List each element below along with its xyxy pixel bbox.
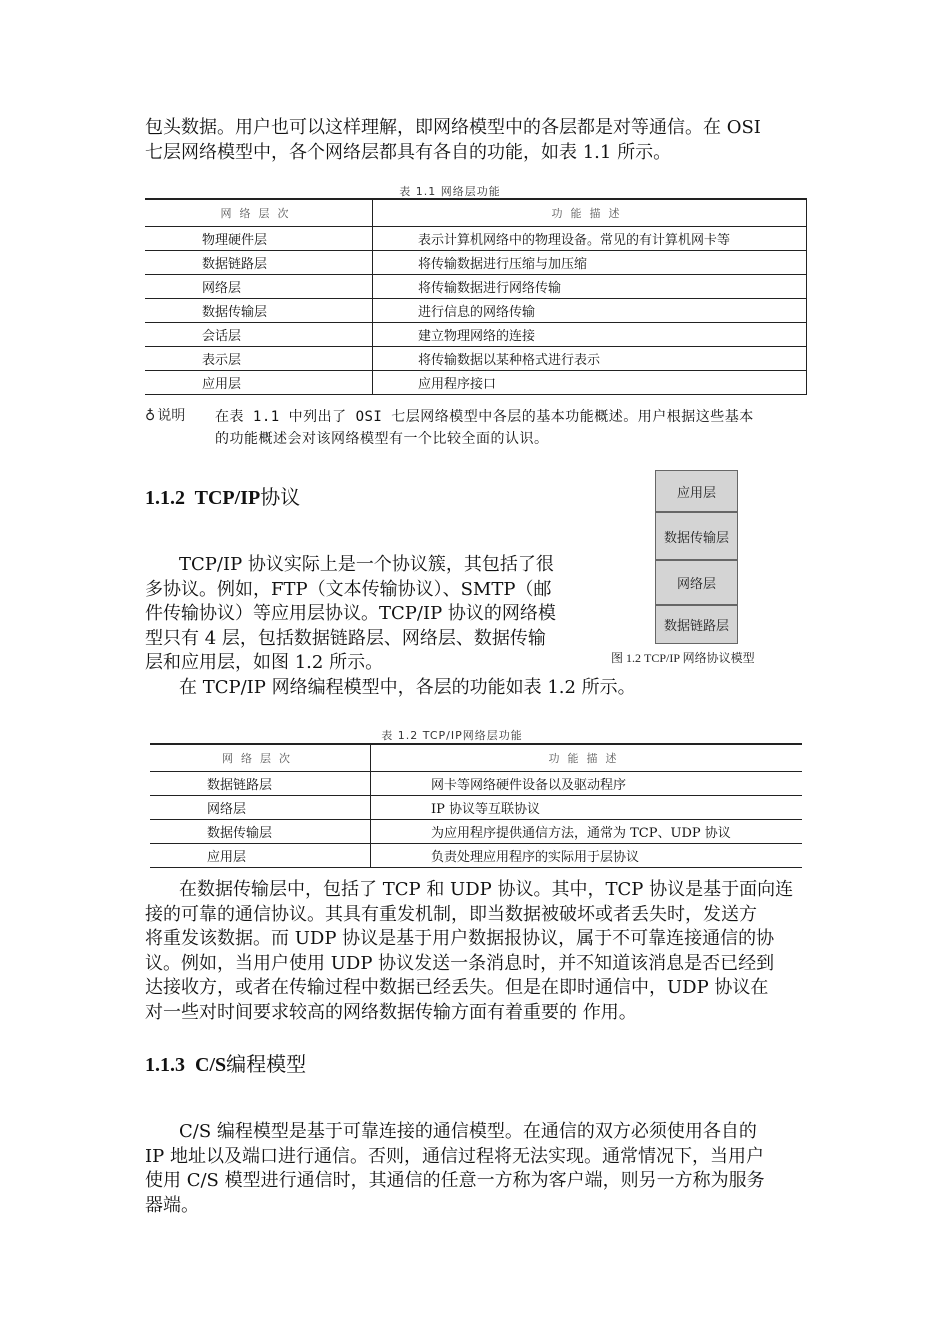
intro-line-1: 包头数据。用户也可以这样理解，即网络模型中的各层都是对等通信。在 OSI — [145, 117, 761, 138]
section-title-zh: 编程模型 — [226, 1054, 307, 1076]
cs-line-4: 器端。 — [145, 1194, 199, 1216]
figure-layer-transport: 数据传输层 — [655, 512, 738, 560]
table2-cell: 为应用程序提供通信方法，通常为 TCP、UDP 协议 — [371, 820, 803, 844]
note-marker — [145, 405, 185, 425]
note-line-2: 的功能概述会对该网络模型有一个比较全面的认识。 — [215, 431, 549, 447]
table2 — [150, 743, 802, 868]
udp-line-3: 将重发该数据。而 UDP 协议是基于用户数据报协议，属于不可靠连接通信的协 — [145, 928, 775, 949]
table2-cell: 网络层 — [150, 796, 371, 820]
table1-cell: 将传输数据以某种格式进行表示 — [373, 347, 807, 371]
table1-cell: 将传输数据进行压缩与加压缩 — [373, 251, 807, 275]
table1-cell: 进行信息的网络传输 — [373, 299, 807, 323]
table1-header-layer: 网络层次 — [145, 199, 373, 227]
intro-paragraph — [145, 116, 761, 165]
cs-line-2: IP 地址以及端口进行通信。否则，通信过程将无法实现。通常情况下，当用户 — [145, 1145, 764, 1167]
table1-cell: 应用程序接口 — [373, 371, 807, 395]
section-number: 1.1.2 — [145, 487, 185, 509]
figure-layer-datalink: 数据链路层 — [655, 605, 738, 644]
lightbulb-icon: ♁ — [145, 408, 156, 424]
tcpip-paragraph — [145, 553, 636, 700]
table-row — [150, 772, 802, 796]
section-title-zh: 协议 — [260, 487, 301, 509]
table1-cell: 数据链路层 — [145, 251, 373, 275]
table-row — [145, 227, 807, 251]
section-title-en: C/S — [195, 1054, 227, 1076]
figure-caption: 图 1.2 TCP/IP 网络协议模型 — [611, 651, 755, 665]
table1-cell: 物理硬件层 — [145, 227, 373, 251]
table1-cell: 将传输数据进行网络传输 — [373, 275, 807, 299]
note-text — [215, 406, 754, 450]
figure-layer-application: 应用层 — [655, 470, 738, 512]
table-row — [150, 820, 802, 844]
tcpip-line-5: 层和应用层，如图 1.2 所示。 — [145, 652, 384, 673]
section-title-en: TCP/IP — [194, 487, 261, 509]
table1-cell: 数据传输层 — [145, 299, 373, 323]
table2-cell: IP 协议等互联协议 — [371, 796, 803, 820]
table1-header-row — [145, 199, 807, 227]
table1-caption: 表 1.1 网络层功能 — [399, 185, 501, 198]
table2-cell: 应用层 — [150, 844, 371, 868]
udp-line-6: 对一些对时间要求较高的网络数据传输方面有着重要的 作用。 — [145, 1001, 637, 1023]
table-row — [150, 796, 802, 820]
table2-caption: 表 1.2 TCP/IP网络层功能 — [381, 729, 523, 742]
note-label: 说明 — [157, 408, 186, 424]
udp-paragraph — [145, 878, 793, 1025]
tcpip-line-1: TCP/IP 协议实际上是一个协议簇，其包括了很 — [179, 554, 554, 575]
cs-line-1: C/S 编程模型是基于可靠连接的通信模型。在通信的双方必须使用各自的 — [179, 1121, 757, 1142]
udp-line-5: 达接收方，或者在传输过程中数据已经丢失。但是在即时通信中，UDP 协议在 — [145, 977, 769, 998]
table-row — [145, 299, 807, 323]
table2-cell: 负责处理应用程序的实际用于层协议 — [371, 844, 803, 868]
table1-header-function: 功能描述 — [373, 199, 807, 227]
table1-cell: 网络层 — [145, 275, 373, 299]
section-heading-1-1-3 — [145, 1048, 306, 1077]
table2-header-row — [150, 744, 802, 772]
intro-line-2: 七层网络模型中，各个网络层都具有各自的功能，如表 1.1 所示。 — [145, 141, 672, 163]
tcpip-line-2: 多协议。例如，FTP（文本传输协议）、SMTP（邮 — [145, 578, 552, 600]
table-row — [145, 275, 807, 299]
note-line-1: 在表 1.1 中列出了 OSI 七层网络模型中各层的基本功能概述。用户根据这些基本 — [215, 409, 754, 425]
tcpip-line-4: 型只有 4 层，包括数据链路层、网络层、数据传输 — [145, 627, 546, 649]
table2-header-function: 功能描述 — [371, 744, 803, 772]
cs-line-3: 使用 C/S 模型进行通信时，其通信的任意一方称为客户端，则另一方称为服务 — [145, 1170, 765, 1191]
table-row — [150, 844, 802, 868]
table1-cell: 表示计算机网络中的物理设备。常见的有计算机网卡等 — [373, 227, 807, 251]
table-row — [145, 347, 807, 371]
table-row — [145, 251, 807, 275]
table1-cell: 应用层 — [145, 371, 373, 395]
table2-cell: 数据传输层 — [150, 820, 371, 844]
table1 — [145, 198, 807, 395]
table1-cell: 建立物理网络的连接 — [373, 323, 807, 347]
table2-cell: 数据链路层 — [150, 772, 371, 796]
table-row — [145, 371, 807, 395]
table-row — [145, 323, 807, 347]
udp-line-2: 接的可靠的通信协议。其具有重发机制，即当数据被破坏或者丢失时，发送方 — [145, 903, 757, 925]
udp-line-1: 在数据传输层中，包括了 TCP 和 UDP 协议。其中，TCP 协议是基于面向连 — [179, 879, 794, 900]
section-heading-1-1-2 — [145, 481, 300, 510]
cs-paragraph — [145, 1120, 765, 1218]
udp-line-4: 议。例如，当用户使用 UDP 协议发送一条消息时，并不知道该消息是否已经到 — [145, 952, 775, 974]
table1-cell: 表示层 — [145, 347, 373, 371]
table2-header-layer: 网络层次 — [150, 744, 371, 772]
table2-cell: 网卡等网络硬件设备以及驱动程序 — [371, 772, 803, 796]
tcpip-line-6: 在 TCP/IP 网络编程模型中，各层的功能如表 1.2 所示。 — [179, 676, 636, 698]
tcpip-line-3: 件传输协议）等应用层协议。TCP/IP 协议的网络模 — [145, 603, 556, 624]
table1-cell: 会话层 — [145, 323, 373, 347]
section-number: 1.1.3 — [145, 1054, 185, 1076]
figure-layer-network: 网络层 — [655, 560, 738, 605]
